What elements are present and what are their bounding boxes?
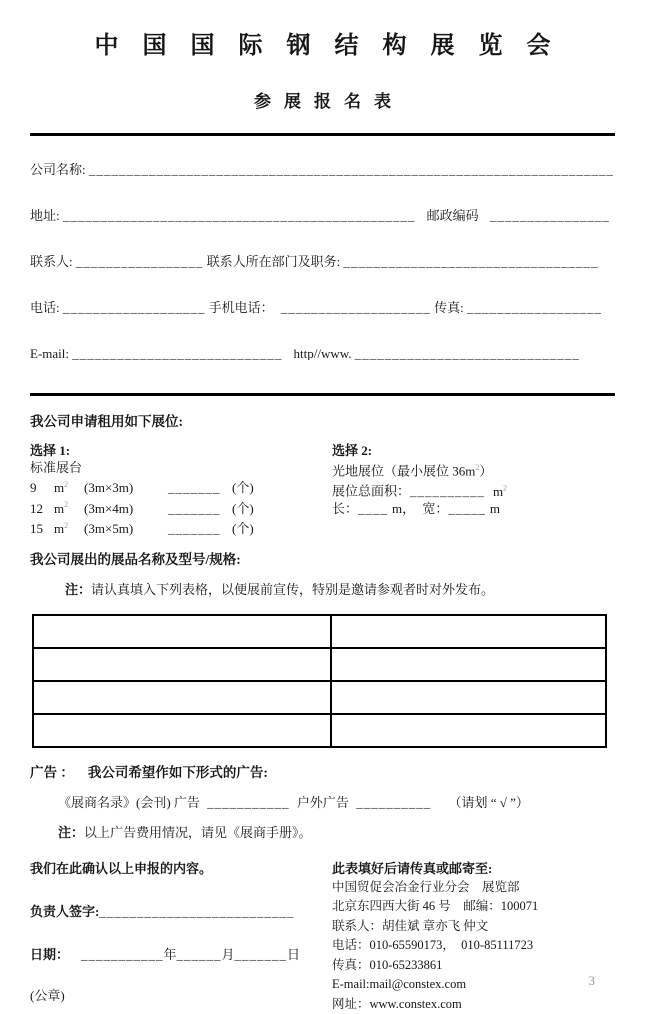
contact-person-blank: _________________ [75, 255, 204, 268]
page-title: 中国国际钢结构展览会 [94, 33, 575, 59]
length-label: 长： [332, 500, 359, 516]
signature-blank: __________________________ [99, 903, 295, 919]
phone-row [30, 301, 615, 314]
company-name-row [30, 163, 615, 176]
page-subtitle: 参展报名表 [254, 92, 404, 111]
table-cell [33, 615, 331, 648]
email-row [30, 347, 615, 360]
mailto-heading: 此表填好后请传真或邮寄至: [332, 860, 493, 876]
booth-options [30, 442, 615, 537]
ad-section-heading [30, 764, 615, 781]
table-row [33, 615, 606, 648]
contact-person-row [30, 255, 615, 268]
mailto-org: 中国贸促会冶金行业分会 展览部 [332, 879, 520, 894]
products-table [32, 614, 607, 748]
booth-option-row [30, 496, 332, 516]
booth-area-row [332, 479, 615, 499]
mailto-contacts: 联系人：胡佳斌 章亦飞 仲文 [332, 918, 489, 933]
booth-size: 15 [30, 520, 43, 536]
date-month-blank: ______ [176, 946, 222, 962]
address-row [30, 209, 615, 222]
area-blank: __________ [410, 483, 486, 499]
date-day-blank: _______ [234, 946, 288, 962]
email-blank: ____________________________ [72, 347, 283, 360]
booth-dimensions: (3m×5m) [84, 520, 134, 536]
note-label: 注： [58, 824, 85, 840]
booth-option-row [30, 476, 332, 496]
postal-code-label: 邮政编码 [426, 209, 479, 222]
booth-qty-blank: _______ [168, 520, 221, 536]
booth-unit: $m^2$ [54, 520, 69, 536]
table-cell [331, 714, 606, 747]
booth-qty-blank: _______ [168, 500, 221, 516]
signature-row [30, 902, 332, 921]
date-label: 日期： [30, 946, 70, 962]
width-unit: m [489, 500, 501, 516]
ad-heading-label: 广告 ： [30, 764, 74, 780]
month-label: 月 [221, 946, 235, 962]
contact-person-label: 联系人: [30, 255, 73, 268]
mailto-fax: 传真：010-65233861 [332, 957, 443, 972]
width-blank: _____ [448, 500, 486, 516]
address-blank: _______________________________________________ [62, 209, 416, 222]
mobile-label: 手机电话： [208, 301, 274, 314]
products-note [30, 581, 615, 598]
mailto-address: 北京东四西大街 46 号 邮编：100071 [332, 899, 539, 914]
outdoor-ad-label: 户外广告 [296, 794, 349, 810]
booth-unit: $m^2$ [54, 480, 69, 496]
booth-dimensions: (3m×3m) [84, 480, 134, 496]
width-label: 宽： [422, 500, 449, 516]
divider [30, 133, 615, 136]
booth-choice1 [30, 442, 332, 537]
note-label: 注： [65, 581, 92, 597]
mobile-blank: ____________________ [280, 301, 431, 314]
note-text: 请认真填入下列表格，以便展前宣传，特别是邀请参观者时对外发布。 [91, 581, 495, 597]
table-cell [331, 615, 606, 648]
phone-label: 电话: [30, 301, 60, 314]
outdoor-ad-blank: __________ [356, 794, 432, 810]
table-cell [331, 648, 606, 681]
table-cell [33, 648, 331, 681]
choice1-title: 选择 1: [30, 443, 71, 458]
phone-blank: ___________________ [62, 301, 206, 314]
address-label: 地址: [30, 209, 60, 222]
choice2-subtitle: 光地展位（最小展位 $36m^2$） [332, 463, 493, 479]
contact-dept-label: 联系人所在部门及职务: [206, 255, 341, 268]
choice1-subtitle: 标准展台 [30, 460, 83, 475]
seal-note: (公章) [30, 987, 65, 1003]
tick-hint: （请划 “ √ ”） [448, 794, 529, 810]
booth-length-width-row [332, 500, 615, 517]
website-blank: ______________________________ [354, 347, 580, 360]
postal-code-blank: ________________ [489, 209, 610, 222]
area-unit: $m^2$ [493, 483, 508, 499]
confirm-heading: 我们在此确认以上申报的内容。 [30, 860, 213, 876]
company-name-blank: ______________________________________________________________________ [88, 163, 614, 176]
table-cell [33, 681, 331, 714]
year-label: 年 [163, 946, 177, 962]
website-label: http//www. [293, 347, 352, 360]
booth-count-unit: (个) [232, 500, 254, 516]
choice2-title: 选择 2: [332, 443, 373, 458]
company-name-label: 公司名称: [30, 163, 86, 176]
date-year-blank: ___________ [81, 946, 164, 962]
booth-unit: $m^2$ [54, 500, 69, 516]
company-fields [30, 163, 615, 360]
table-row [33, 714, 606, 747]
table-cell [331, 681, 606, 714]
booth-dimensions: (3m×4m) [84, 500, 134, 516]
mailto-website: 网址：www.constex.com [332, 996, 462, 1011]
mailto-phone: 电话：010-65590173， 010-85111723 [332, 938, 534, 953]
fax-label: 传真: [434, 301, 464, 314]
page-number: 3 [588, 973, 595, 988]
ad-options-row [30, 794, 615, 811]
day-label: 日 [287, 946, 301, 962]
signature-label: 负责人签字: [30, 903, 100, 919]
products-section-heading: 我公司展出的展品名称及型号/规格: [30, 551, 241, 567]
length-unit: m， [392, 500, 416, 516]
booth-size: 12 [30, 500, 43, 516]
mailto-email: E-mail:mail@constex.com [332, 977, 467, 992]
divider [30, 393, 615, 396]
fax-blank: __________________ [467, 301, 603, 314]
booth-qty-blank: _______ [168, 480, 221, 496]
mailto-block [332, 859, 615, 1014]
booth-count-unit: (个) [232, 480, 254, 496]
booth-size: 9 [30, 480, 37, 496]
table-row [33, 681, 606, 714]
booth-count-unit: (个) [232, 520, 254, 536]
contact-dept-blank: __________________________________ [343, 255, 599, 268]
area-label: 展位总面积： [332, 483, 411, 499]
table-row [33, 648, 606, 681]
catalog-ad-label: 《展商名录》(会刊) 广告 [58, 794, 200, 810]
booth-option-row [30, 517, 332, 537]
table-cell [33, 714, 331, 747]
date-row [30, 945, 332, 964]
booth-choice2 [332, 442, 615, 537]
confirmation-block [30, 859, 332, 1014]
note-text: 以上广告费用情况，请见《展商手册》。 [84, 824, 312, 840]
booth-section-heading: 我公司申请租用如下展位: [30, 414, 183, 429]
bottom-section [30, 859, 615, 1014]
catalog-ad-blank: ___________ [207, 794, 290, 810]
ad-heading-text: 我公司希望作如下形式的广告: [87, 764, 268, 780]
email-label: E-mail: [30, 347, 69, 360]
ad-note [30, 824, 615, 841]
length-blank: ____ [358, 500, 389, 516]
